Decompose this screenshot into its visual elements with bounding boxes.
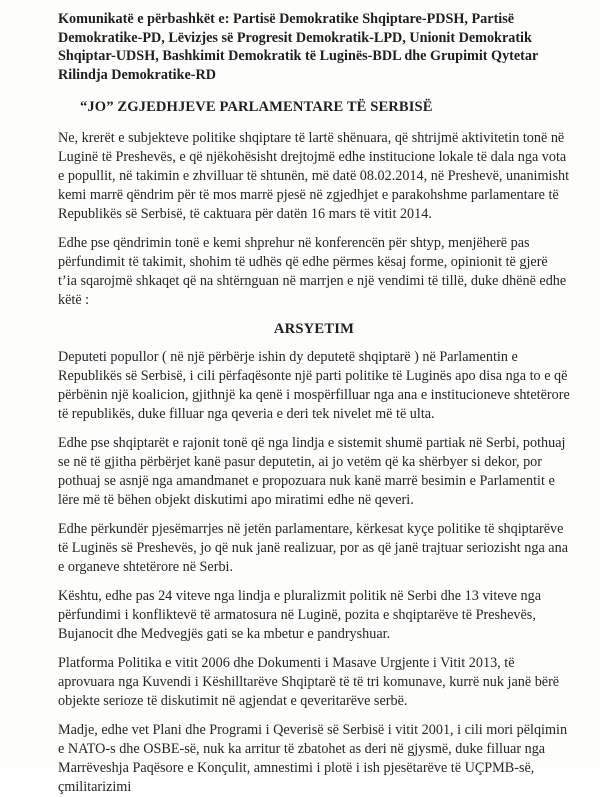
reason-paragraph-6: Madje, edhe vet Plani dhe Programi i Qeverisë së Serbisë i vitit 2001, i cili mori pëlqimin e NATO-s dhe OSBE-së, nuk ka arritur të zbatohet as deri në gjysmë, duke filluar nga Marrëveshja Paqësore e Konçulit, amnestimi i plotë i ish pjesëtarëve të UÇPMB-së, çmilitarizimi — [58, 722, 568, 795]
intro-paragraph-1: Ne, krerët e subjekteve politike shqiptare të lartë shënuara, që shtrijmë aktivitetin tonë në Luginë të Preshevës, e që njëkohësisht drejtojmë edhe institucione lokale të dala nga vota e popullit, në takimin e zhvilluar të shtunën, më datë 08.02.2014, në Preshevë, unanimisht kemi marrë qëndrim për të mos marrë pjesë në zgjedhjet e parakohshme parlamentare të Republikës së Serbisë, të caktuara për datën 16 mars të vitit 2014. — [58, 130, 570, 222]
intro-paragraph-2: Edhe pse qëndrimin tonë e kemi shprehur në konferencën për shtyp, menjëherë pas përfundimit të takimit, shohim të udhës që edhe përmes kësaj forme, opinionit të gjerë t’ia sqarojmë shkaqet që na shtërnguan në marrjen e një vendimi të tillë, duke dhënë edhe këtë : — [58, 235, 567, 308]
reason-paragraph-1: Deputeti popullor ( në një përbërje ishin dy deputetë shqiptarë ) në Parlamentin e Republikës së Serbisë, i cili përfaqësonte një parti politike të Luginës apo disa nga to e që përbënin një koalicion, gjithnjë ka qenë i mospërfilluar nga ana e institucioneve shtetërore të republikës, duke filluar nga qeveria e deri tek nivelet më të ulta. — [58, 349, 570, 422]
document-header: Komunikatë e përbashkët e: Partisë Demokratike Shqiptare-PDSH, Partisë Demokratike-PD, Lëvizjes së Progresit Demokratik-LPD, Unionit Demokratik Shqiptar-UDSH, Bashkimit Demokratik të Luginës-BDL dhe Grupimit Qytetar Rilindja Demokratike-RD — [58, 11, 539, 83]
section-heading: ARSYETIM — [273, 321, 355, 337]
document-title: “JO” ZGJEDHJEVE PARLAMENTARE TË SERBISË — [80, 99, 433, 115]
reason-paragraph-3: Edhe përkundër pjesëmarrjes në jetën parlamentare, kërkesat kyçe politike të shqiptarëve të Luginës së Preshevës, jo që nuk janë realizuar, por as që janë trajtuar seriozisht nga ana e organeve shtetërore në Serbi. — [58, 521, 568, 575]
reason-paragraph-4: Kështu, edhe pas 24 viteve nga lindja e pluralizmit politik në Serbi dhe 13 viteve nga përfundimi i konfliktevë të armatosura në Luginë, pozita e shqiptarëve të Preshevës, Bujanocit dhe Medvegjës gati se ka mbetur e pandryshuar. — [58, 588, 542, 642]
reason-paragraph-5: Platforma Politika e vitit 2006 dhe Dokumenti i Masave Urgjente i Vitit 2013, të aprovuara nga Kuvendi i Këshilltarëve Shqiptarë të të tri komunave, kurrë nuk janë bërë objekte serioze të diskutimit në agjendat e qeveritarëve serbë. — [58, 655, 560, 709]
reason-paragraph-2: Edhe pse shqiptarët e rajonit tonë që nga lindja e sistemit shumë partiak në Serbi, pothuaj se në të gjitha përbërjet kanë pasur deputetin, ai jo vetëm që ka shërbyer si dekor, por pothuaj se asnjë nga amandmanet e propozuara nuk kanë marrë besimin e Parlamentit e lëre më të bëhen objekt diskutimi apo miratimi edhe në qeveri. — [58, 435, 566, 508]
